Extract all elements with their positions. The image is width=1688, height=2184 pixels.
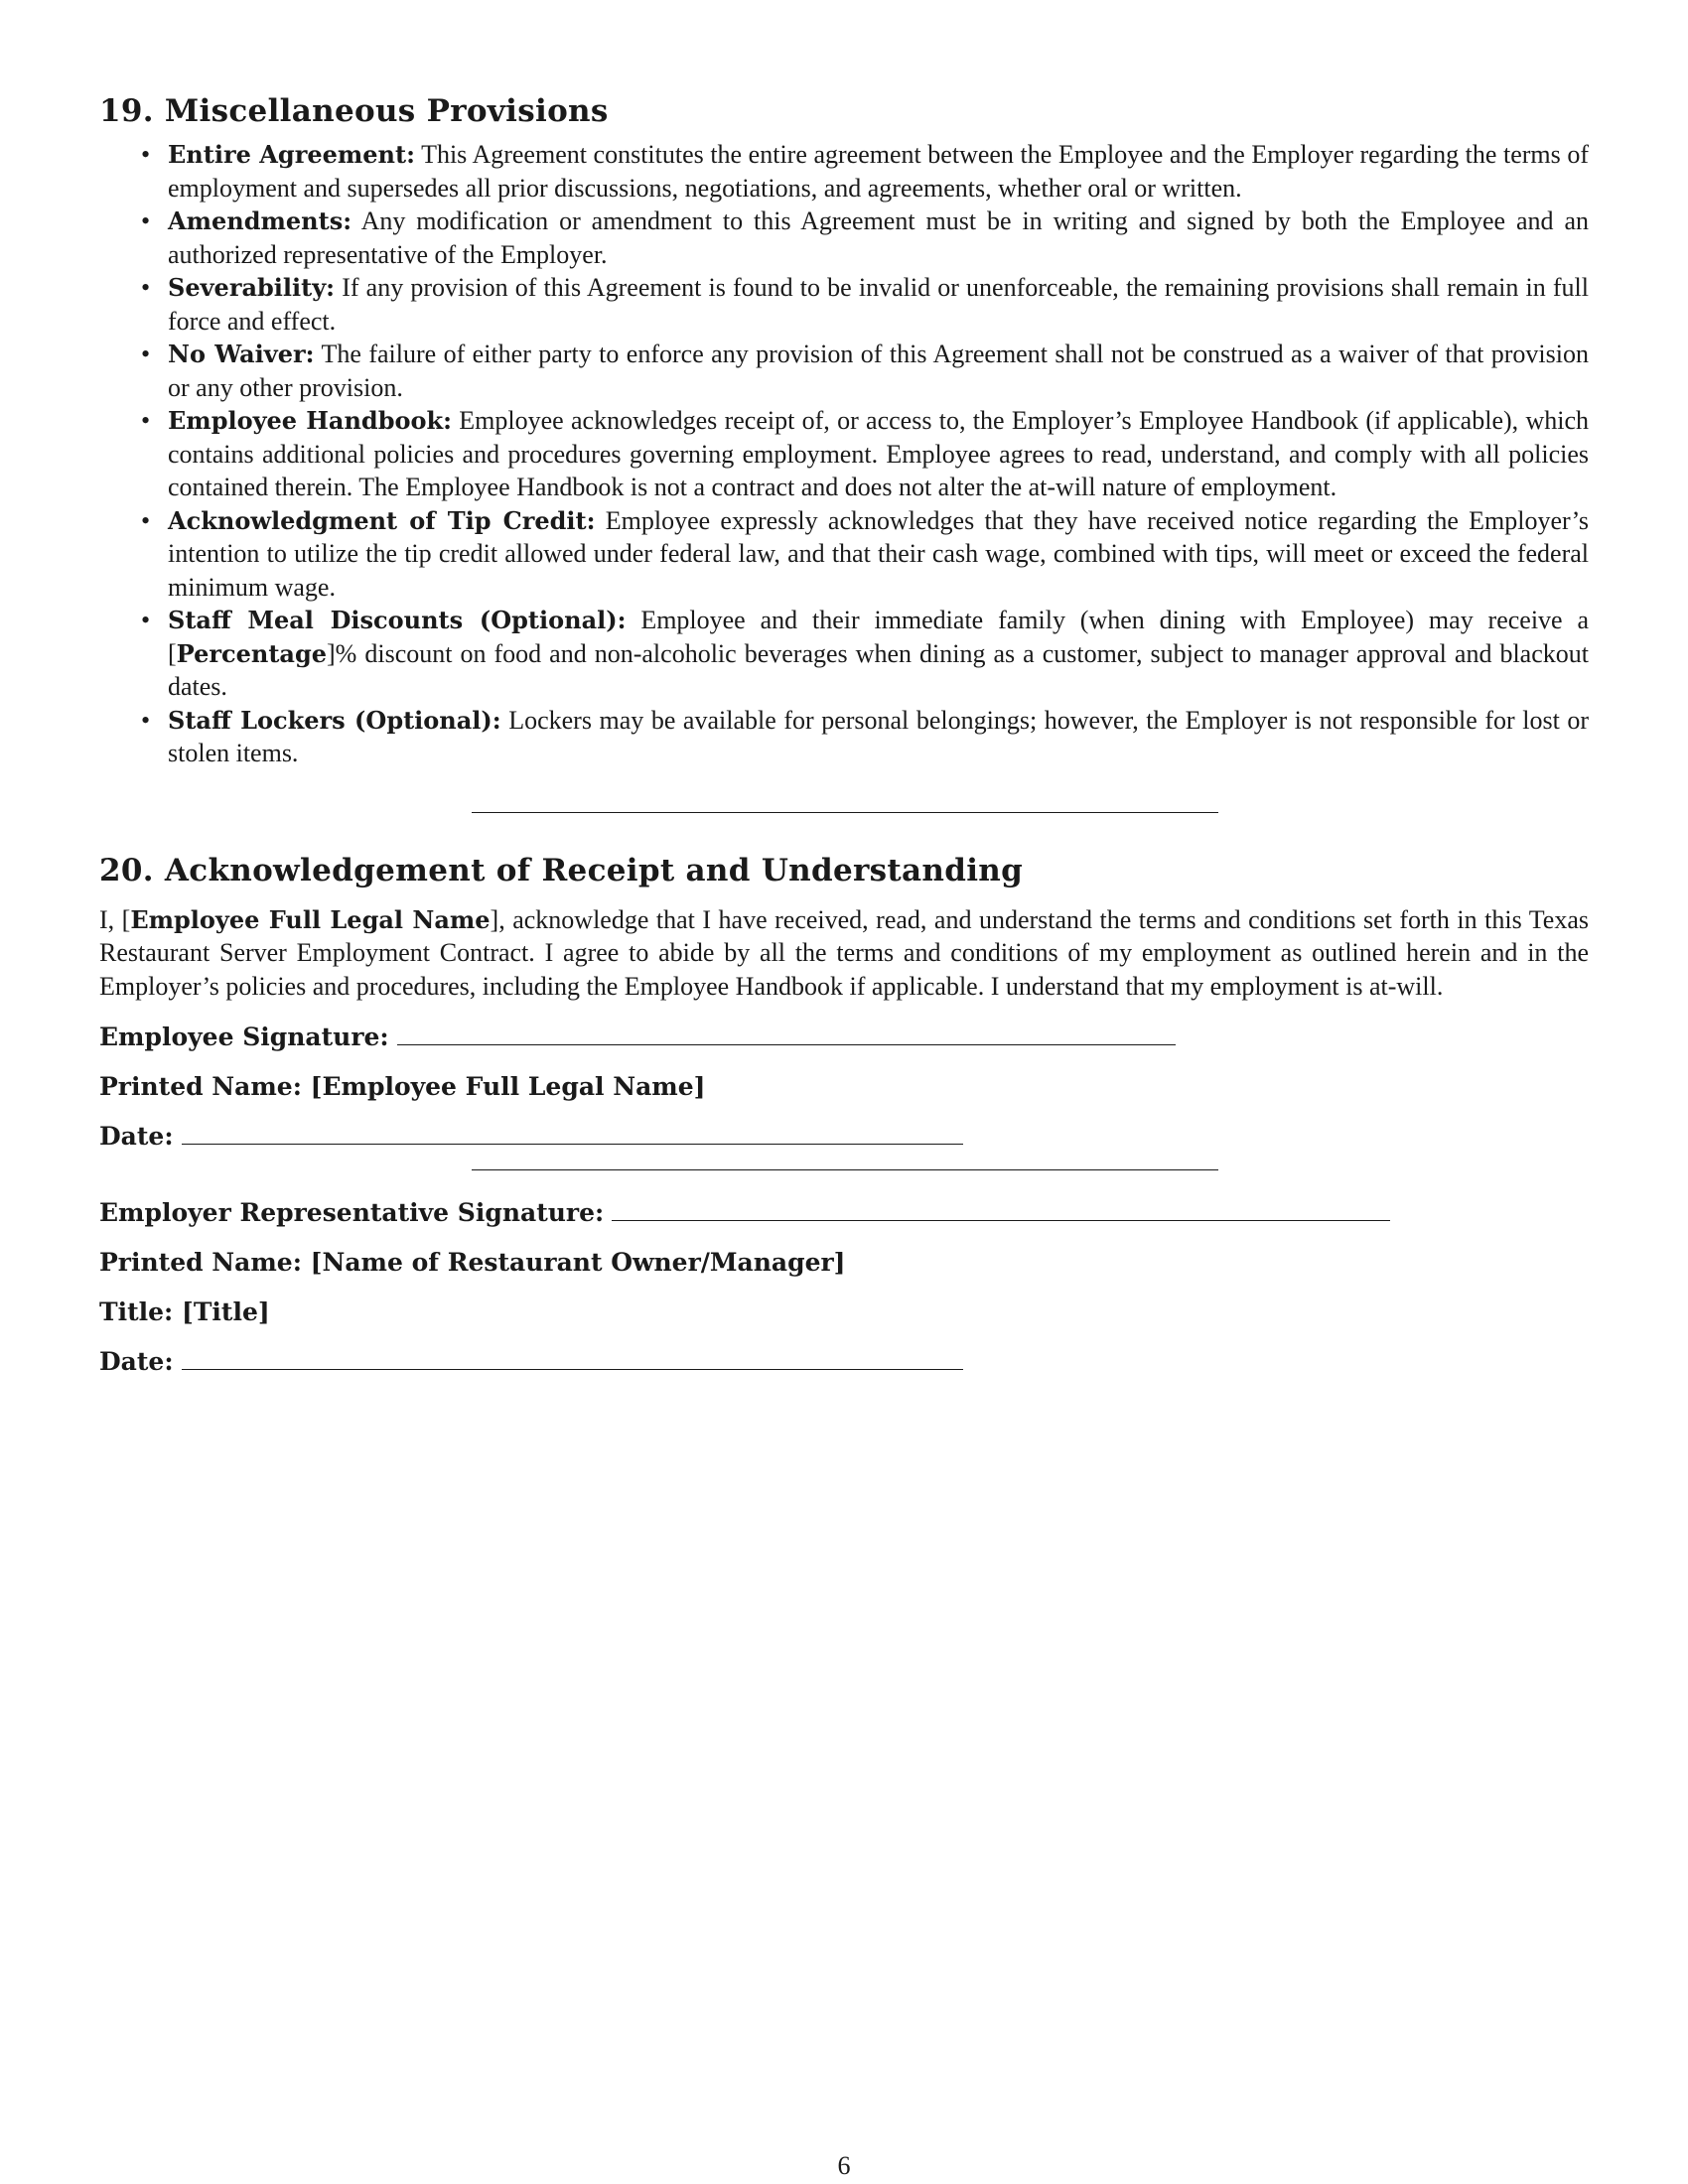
employer-date-field[interactable] [182,1339,963,1370]
employee-name-placeholder: Employee Full Legal Name [130,904,491,934]
list-item [168,205,1589,271]
provision-term: Amendments: [168,206,352,235]
ack-text: ], acknowledge that I have received, read, and understand the terms and conditions set forth in this Texas Restaurant Server Employment Contract. I agree to abide by all the terms and conditions of my employment as outlined herein and in the Employer’s policies and procedures, including the Employee Handbook if applicable. I understand that my employment is at-will. [99,904,1589,1001]
page-number: 6 [837,2151,851,2180]
printed-name-label: Printed Name: [99,1072,302,1101]
date-label: Date: [99,1122,174,1151]
list-item [168,138,1589,205]
title-label: Title: [99,1297,174,1326]
acknowledgement-paragraph [99,903,1589,1004]
list-item [168,604,1589,704]
employee-date-row [99,1112,1589,1161]
date-label: Date: [99,1347,174,1376]
list-item [168,271,1589,338]
provision-term: Entire Agreement: [168,140,415,169]
list-item [168,704,1589,770]
employee-signature-row [99,1013,1589,1062]
provision-term: Staff Meal Discounts (Optional): [168,606,627,634]
employee-date-field[interactable] [182,1114,963,1145]
list-item [168,404,1589,504]
section-divider [472,812,1218,813]
provision-text: Employee expressly acknowledges that they have received notice regarding the Employer’s intention to utilize the tip credit allowed under federal law, and that their cash wage, combined with tips, will meet or exceed the federal minimum wage. [168,505,1589,602]
provision-text: Any modification or amendment to this Agreement must be in writing and signed by both the Employee and an authorized representative of the Employer. [168,206,1589,269]
provision-text: Lockers may be available for personal belongings; however, the Employer is not responsible for lost or stolen items. [168,705,1590,767]
provision-text: If any provision of this Agreement is found to be invalid or unenforceable, the remaining provisions shall remain in full force and effect. [168,273,1589,336]
printed-name-value: [Name of Restaurant Owner/Manager] [310,1248,846,1277]
employer-printed-name-row [99,1238,1589,1288]
employee-signature-label: Employee Signature: [99,1023,389,1051]
employer-signature-label: Employer Representative Signature: [99,1198,605,1227]
document-page [99,91,1589,1387]
signature-divider [472,1169,1218,1170]
provision-term: Acknowledgment of Tip Credit: [168,505,596,535]
provision-text: The failure of either party to enforce any provision of this Agreement shall not be construed as a waiver of that provision or any other provision. [168,340,1590,402]
employer-signature-row [99,1188,1589,1238]
employer-title-row [99,1288,1589,1337]
list-item [168,504,1589,605]
provision-text-after: ]% discount on food and non-alcoholic beverages when dining as a customer, subject to manager approval and blackout dates. [168,638,1589,701]
ack-prefix: I, [ [99,904,131,934]
printed-name-value: [Employee Full Legal Name] [310,1072,706,1101]
provision-text: Employee acknowledges receipt of, or access to, the Employer’s Employee Handbook (if applicable), which contains additional policies and procedures governing employment. Employee agrees to read, understand, and comply with all policies contained therein. The Employee Handbook is not a contract and does not alter the at-will nature of employment. [168,406,1589,501]
section-19-heading: 19. Miscellaneous Provisions [99,93,609,129]
employee-signature-field[interactable] [397,1015,1176,1045]
provision-text: This Agreement constitutes the entire agreement between the Employee and the Employer regarding the terms of employment and supersedes all prior discussions, negotiations, and agreements, whether oral or written. [168,140,1590,203]
employee-printed-name-row [99,1062,1589,1112]
section-20-heading: 20. Acknowledgement of Receipt and Understanding [99,852,1024,888]
title-value: [Title] [182,1297,270,1326]
provision-term: Severability: [168,273,336,302]
percentage-placeholder: Percentage [176,638,328,668]
provision-text-before: Employee and their immediate family (when dining with Employee) may receive a [ [168,606,1589,668]
miscellaneous-provisions-list [99,138,1589,770]
provision-term: Staff Lockers (Optional): [168,705,501,735]
provision-term: Employee Handbook: [168,406,452,435]
employer-signature-field[interactable] [612,1190,1390,1221]
printed-name-label: Printed Name: [99,1248,302,1277]
list-item [168,338,1589,404]
provision-term: No Waiver: [168,340,315,368]
employer-date-row [99,1337,1589,1387]
employee-signature-block [99,1013,1589,1161]
employer-signature-block [99,1188,1589,1387]
